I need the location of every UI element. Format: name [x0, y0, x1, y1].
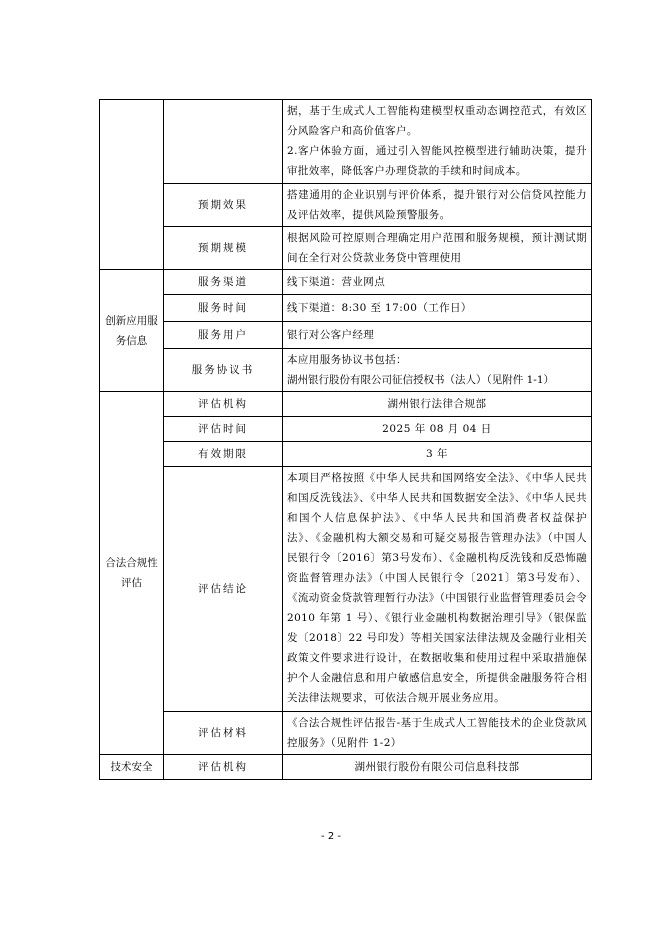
- table-row: [100, 100, 592, 184]
- row-label-empty: [164, 100, 283, 184]
- expected-scale-value: 根据风险可控原则合理确定用户范围和服务规模，预计测试期间在全行对公贷款业务贷中管理使用: [283, 227, 592, 270]
- expected-effect-value: 搭建通用的企业识别与评价体系，提升银行对公信贷风控能力及评估效率，提供风险预警服务。: [283, 184, 592, 227]
- row-label: 服务时间: [164, 295, 283, 322]
- row-label: 评估材料: [164, 712, 283, 755]
- tech-security-institution-value: 湖州银行股份有限公司信息科技部: [283, 755, 592, 780]
- continued-description: [283, 100, 592, 184]
- table-row: [100, 295, 592, 322]
- table-row: [100, 442, 592, 467]
- row-label: 服务用户: [164, 322, 283, 349]
- compliance-validity-value: 3 年: [283, 442, 592, 467]
- continued-paragraph: 据，基于生成式人工智能构建模型权重动态调控范式，有效区分风险客户和高价值客户。: [287, 105, 587, 137]
- compliance-date-value: 2025 年 08 月 04 日: [283, 417, 592, 442]
- row-label: 服务渠道: [164, 270, 283, 295]
- compliance-conclusion-value: 本项目严格按照《中华人民共和国网络安全法》、《中华人民共和国反洗钱法》、《中华人民共和国数据安全法》、《中华人民共和国个人信息保护法》、《中华人民共和国消费者权益保护法》、《金融机构大额交易和可疑交易报告管理办法》（中国人民银行令〔2016〕第3号发布）、《金融机构反洗钱和反恐怖融资监督管理办法》（中国人民银行令〔2021〕第3号发布）、《流动资金贷款管理暂行办法》（中国银行业监督管理委员会令 2010 年第 1 号）、《银行业金融机构数据治理引导》（银保监发〔2018〕22 号印发）等相关国家法律法规及金融行业相关政策文件要求进行设计，在数据收集和使用过程中采取措施保护个人金融信息和用户敏感信息安全，所提供金融服务符合相关法律法规要求，可依法合规开展业务应用。: [283, 467, 592, 712]
- compliance-materials-value: 《合法合规性评估报告-基于生成式人工智能技术的企业贷款风控服务》（见附件 1-2）: [283, 712, 592, 755]
- application-info-table: [99, 99, 592, 780]
- table-row: [100, 392, 592, 417]
- section-cell-continued: [100, 100, 164, 270]
- row-label: 评估时间: [164, 417, 283, 442]
- section-label: 合法合规性评估: [100, 392, 164, 755]
- table-row: [100, 227, 592, 270]
- service-channel-value: 线下渠道：营业网点: [283, 270, 592, 295]
- row-label: 评估机构: [164, 392, 283, 417]
- table-row: [100, 755, 592, 780]
- section-label: 技术安全: [100, 755, 164, 780]
- table-row: [100, 349, 592, 392]
- row-label: 预期效果: [164, 184, 283, 227]
- agreement-attachment-link: 湖州银行股份有限公司征信授权书（法人）（见附件 1-1）: [287, 374, 554, 386]
- compliance-institution-value: 湖州银行法律合规部: [283, 392, 592, 417]
- table-row: [100, 184, 592, 227]
- row-label: 评估结论: [164, 467, 283, 712]
- row-label: 服务协议书: [164, 349, 283, 392]
- continued-paragraph: 2.客户体验方面，通过引入智能风控模型进行辅助决策，提升审批效率，降低客户办理贷款的手续和时间成本。: [287, 145, 587, 177]
- row-label: 有效期限: [164, 442, 283, 467]
- service-agreement-value: [283, 349, 592, 392]
- page-number: - 2 -: [321, 831, 341, 842]
- row-label: 预期规模: [164, 227, 283, 270]
- document-page: [99, 99, 591, 780]
- table-row: [100, 467, 592, 712]
- row-label: 评估机构: [164, 755, 283, 780]
- service-time-value: 线下渠道：8:30 至 17:00（工作日）: [283, 295, 592, 322]
- table-row: [100, 270, 592, 295]
- agreement-intro: 本应用服务协议书包括：: [287, 354, 407, 366]
- table-row: [100, 712, 592, 755]
- section-label: 创新应用服务信息: [100, 270, 164, 392]
- table-row: [100, 417, 592, 442]
- service-users-value: 银行对公客户经理: [283, 322, 592, 349]
- table-row: [100, 322, 592, 349]
